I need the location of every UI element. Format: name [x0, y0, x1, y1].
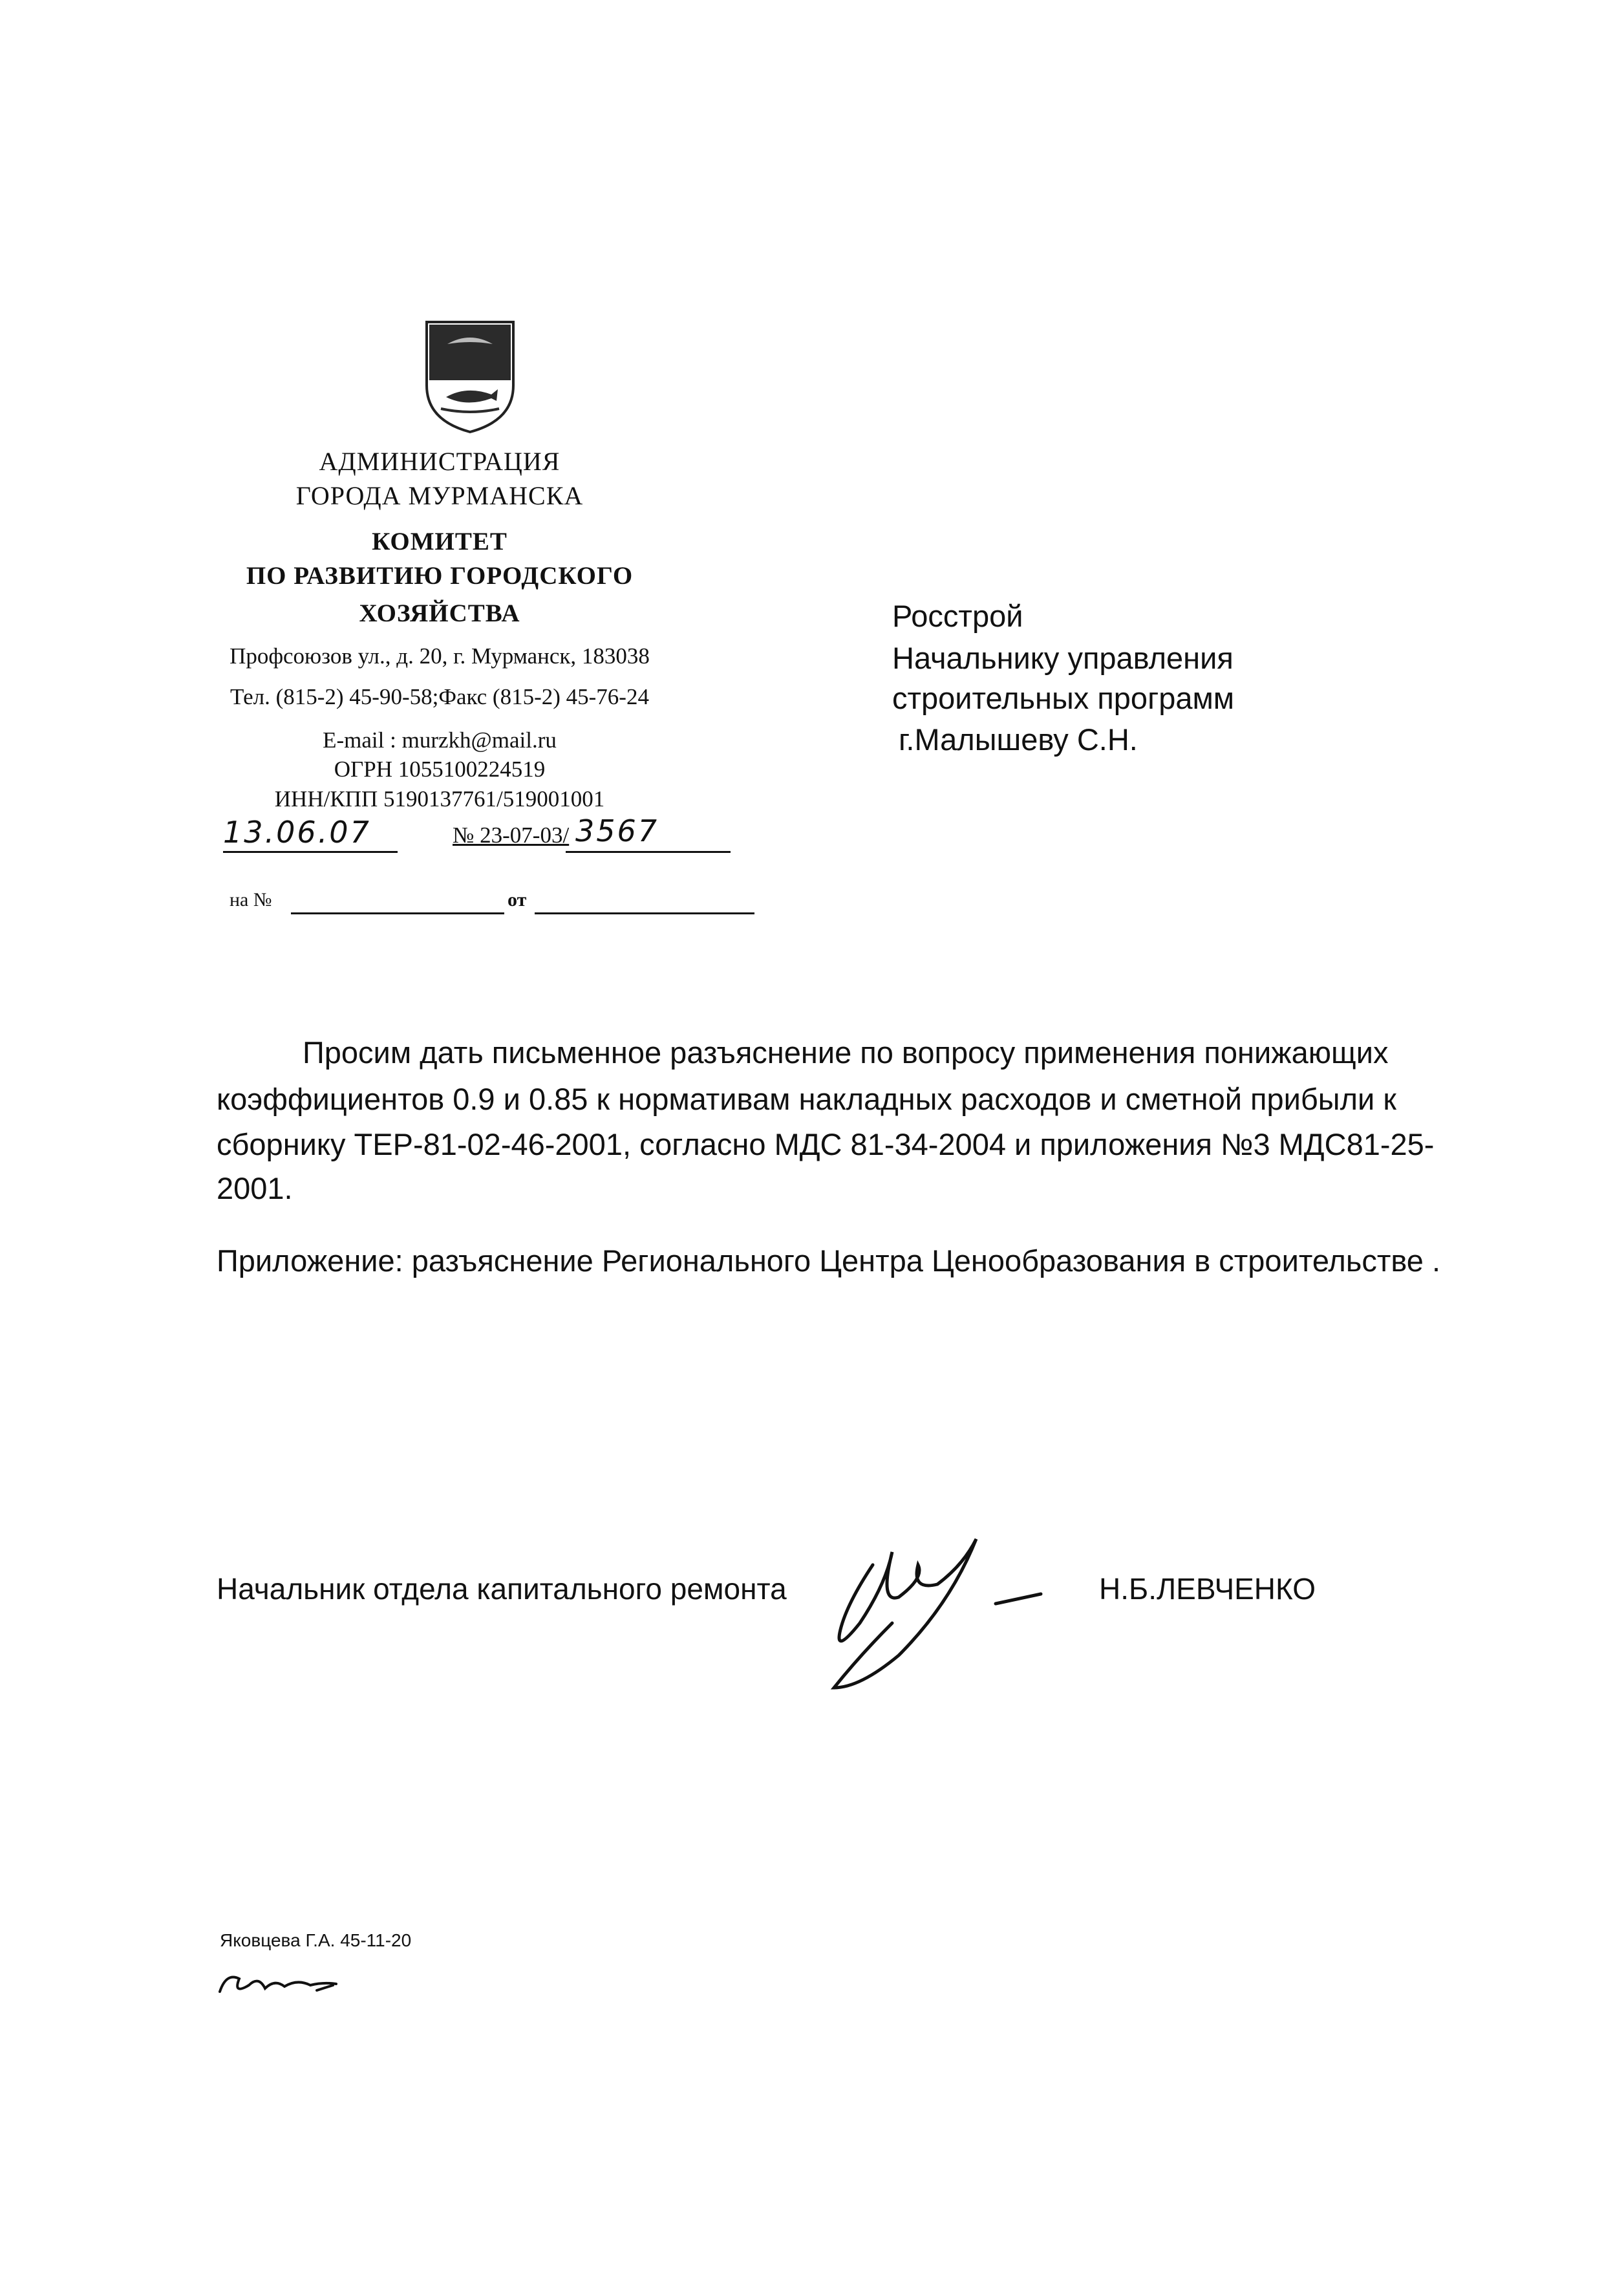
reply-date-blank: [535, 912, 754, 914]
committee-name-line2: ПО РАЗВИТИЮ ГОРОДСКОГО: [246, 562, 634, 590]
city-coat-of-arms-icon: [422, 318, 518, 435]
body-paragraph-line4: 2001.: [217, 1171, 293, 1205]
executor-initials-signature: [213, 1966, 343, 2005]
signer-position: Начальник отдела капитального ремонта: [217, 1572, 787, 1606]
outgoing-date: 13.06.07: [223, 815, 371, 850]
committee-name-line3: ХОЗЯЙСТВА: [359, 599, 520, 627]
reply-date-label: от: [508, 889, 527, 910]
admin-name-line2: ГОРОДА МУРМАНСКА: [295, 481, 584, 510]
sender-inn-kpp: ИНН/КПП 5190137761/519001001: [274, 786, 605, 812]
executor-info: Яковцева Г.А. 45-11-20: [220, 1930, 412, 1950]
handwritten-signature: [821, 1526, 1067, 1694]
sender-ogrn: ОГРН 1055100224519: [334, 757, 546, 782]
reply-number-label: на №: [230, 889, 272, 910]
sender-phone-fax: Тел. (815-2) 45-90-58;Факс (815-2) 45-76-24: [230, 684, 649, 709]
outgoing-number-prefix: № 23-07-03/: [453, 823, 570, 848]
reply-number-blank: [291, 912, 504, 914]
sender-address: Профсоюзов ул., д. 20, г. Мурманск, 183038: [230, 643, 650, 669]
signer-name: Н.Б.ЛЕВЧЕНКО: [1099, 1572, 1316, 1606]
attachment-line: Приложение: разъяснение Регионального Центра Ценообразования в строительстве .: [217, 1243, 1441, 1278]
outgoing-reference: [223, 815, 740, 854]
addressee-line4: г.Малышеву С.Н.: [899, 722, 1138, 757]
reply-reference: [230, 889, 753, 921]
date-underline: [223, 851, 398, 853]
admin-name-line1: АДМИНИСТРАЦИЯ: [319, 447, 561, 476]
body-paragraph-line3: сборнику ТЕР-81-02-46-2001, согласно МДС 81-34-2004 и приложения №3 МДС81-25-: [217, 1127, 1435, 1161]
addressee-line1: Росстрой: [892, 599, 1023, 633]
committee-name-line1: КОМИТЕТ: [372, 528, 508, 555]
addressee-line2: Начальнику управления: [892, 641, 1234, 675]
body-paragraph-line2: коэффициентов 0.9 и 0.85 к нормативам накладных расходов и сметной прибыли к: [217, 1082, 1396, 1116]
sender-email: E-mail : murzkh@mail.ru: [323, 727, 557, 753]
body-paragraph-line1: Просим дать письменное разъяснение по вопросу применения понижающих: [303, 1035, 1389, 1070]
addressee-line3: строительных программ: [892, 681, 1235, 715]
number-underline: [566, 851, 731, 853]
outgoing-number: 3567: [575, 813, 659, 848]
